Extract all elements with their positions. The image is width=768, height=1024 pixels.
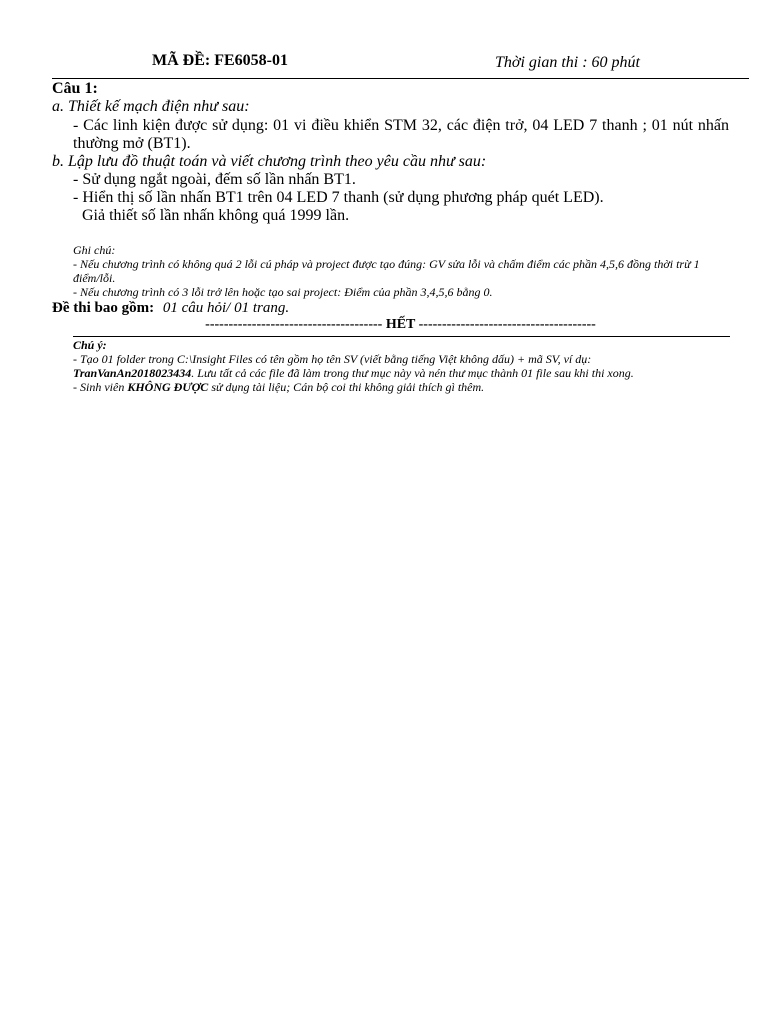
notes-title: Ghi chú: [73,243,116,257]
exam-summary [52,299,289,317]
attention-line-2 [73,366,634,380]
attention-warning: KHÔNG ĐƯỢC [127,380,209,394]
part-b-line-2: - Hiển thị số lần nhấn BT1 trên 04 LED 7 thanh (sử dụng phương pháp quét LED). [73,189,604,206]
attention-line-3 [73,380,484,394]
header-divider [52,78,749,79]
footer-divider [73,336,730,337]
summary-label: Đề thi bao gồm: [52,300,155,316]
part-b-line-3: Giả thiết số lần nhấn không quá 1999 lần. [82,207,350,224]
attention-line-3-prefix: - Sinh viên [73,380,128,394]
attention-line-2-text: . Lưu tất cả các file đã làm trong thư mục này và nén thư mục thành 01 file sau khi thi xong. [191,366,634,380]
attention-line-1: - Tạo 01 folder trong C:\Insight Files có tên gồm họ tên SV (viết bằng tiếng Việt không dấu) + mã SV, ví dụ: [73,352,592,366]
attention-title: Chú ý: [73,338,107,352]
exam-duration: Thời gian thi : 60 phút [495,54,640,71]
question-title: Câu 1: [52,80,98,97]
part-a-components: - Các linh kiện được sử dụng: 01 vi điều khiển STM 32, các điện trở, 04 LED 7 thanh ; 01 nút nhấn thường mở (BT1). [73,117,729,152]
notes-item-2: - Nếu chương trình có 3 lỗi trở lên hoặc tạo sai project: Điểm của phần 3,4,5,6 bằng 0. [73,285,493,299]
summary-value: 01 câu hỏi/ 01 trang. [162,300,290,316]
exam-code: MÃ ĐỀ: FE6058-01 [152,52,288,69]
end-marker: -------------------------------------- HẾT -------------------------------------- [205,317,596,332]
part-a-heading: a. Thiết kế mạch điện như sau: [52,98,250,115]
attention-line-3-text: sử dụng tài liệu; Cán bộ coi thi không giải thích gì thêm. [208,380,485,394]
attention-example-name: TranVanAn2018023434 [73,366,192,380]
part-b-heading: b. Lập lưu đồ thuật toán và viết chương trình theo yêu cầu như sau: [52,153,487,170]
notes-item-1: - Nếu chương trình có không quá 2 lỗi cú pháp và project được tạo đúng: GV sửa lỗi và chấm điểm các phần 4,5,6 đồng thời trừ 1 điểm/lỗi. [73,257,700,285]
part-b-line-1: - Sử dụng ngắt ngoài, đếm số lần nhấn BT1. [73,171,356,188]
